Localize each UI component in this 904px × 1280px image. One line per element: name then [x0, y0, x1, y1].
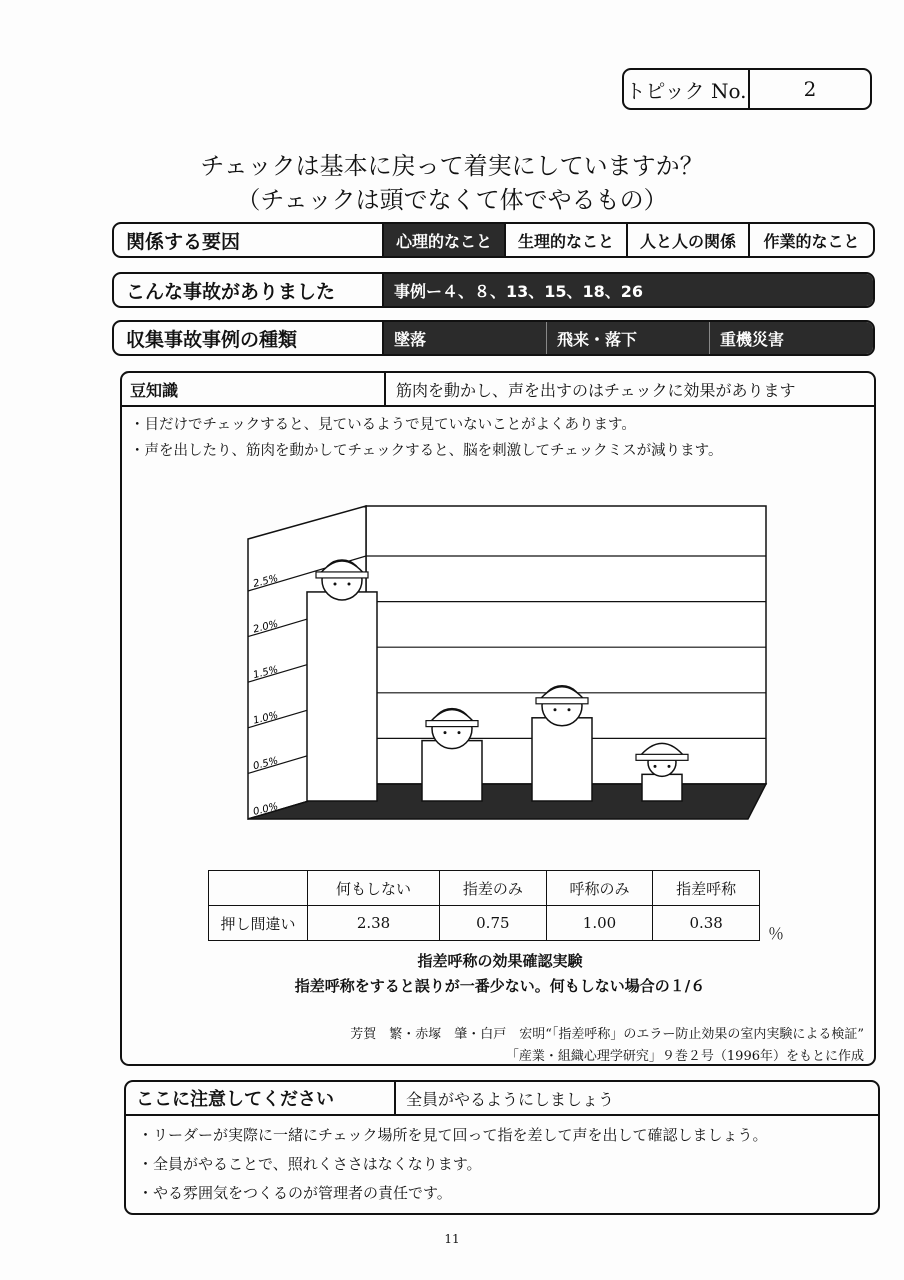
table-col-header: 指差呼称: [653, 871, 760, 906]
attention-bullet-2: ・全員がやることで、照れくささはなくなります。: [138, 1155, 482, 1173]
caption-experiment: 指差呼称の効果確認実験: [417, 952, 583, 970]
y-tick-label: 2.5%: [252, 573, 280, 590]
worker-figure-bar: [422, 709, 482, 801]
attention-bullet-1: ・リーダーが実際に一緒にチェック場所を見て回って指を差して声を出して確認しましょう。: [138, 1126, 768, 1144]
table-cell: 1.00: [546, 906, 653, 941]
trivia-headline: 筋肉を動かし、声を出すのはチェックに効果があります: [396, 380, 796, 400]
table-row-label: 押し間違い: [209, 906, 308, 941]
worker-figure-bar: [307, 560, 377, 801]
y-tick-label: 1.5%: [252, 664, 280, 682]
y-tick-label: 0.0%: [252, 801, 280, 818]
y-tick-label: 0.5%: [252, 755, 280, 773]
table-corner: [209, 871, 308, 906]
accident-cases: 事例ー４、８、13、15、18、26: [384, 274, 873, 306]
type-fall: 墜落: [384, 322, 547, 354]
caption-result: 指差呼称をすると誤りが一番少ない。何もしない場合の１/６: [294, 977, 706, 995]
table-cell: 0.75: [440, 906, 547, 941]
table-cell: 2.38: [308, 906, 440, 941]
attention-bullet-3: ・やる雰囲気をつくるのが管理者の責任です。: [138, 1184, 452, 1202]
trivia-bullet-2: ・声を出したり、筋肉を動かしてチェックすると、脳を刺激してチェックミスが減ります。: [130, 443, 723, 459]
trivia-box: [120, 371, 876, 1066]
factors-header: 関係する要因: [114, 224, 384, 256]
factor-psychological: 心理的なこと: [384, 224, 506, 256]
attention-headline: 全員がやるようにしましょう: [406, 1089, 615, 1109]
factor-interpersonal: 人と人の関係: [628, 224, 750, 256]
y-tick-label: 2.0%: [252, 618, 280, 636]
page-subtitle: （チェックは頭でなくて体でやるもの）: [236, 186, 668, 214]
factor-operational: 作業的なこと: [763, 231, 860, 251]
factors-row: [112, 222, 875, 258]
accidents-header: こんな事故がありました: [114, 274, 384, 306]
topic-label: トピック No.: [624, 70, 750, 108]
worker-figure-bar: [532, 686, 592, 801]
page-title: チェックは基本に戻って着実にしていますか？: [200, 152, 704, 180]
page-number: 11: [444, 1232, 460, 1246]
results-table: [208, 870, 760, 941]
factor-physiological: 生理的なこと: [506, 224, 628, 256]
table-cell: 0.38: [653, 906, 760, 941]
type-falling-object: 飛来・落下: [547, 322, 710, 354]
accidents-row: [112, 272, 875, 308]
citation-line-1: 芳賀 繁・赤塚 肇・白戸 宏明“「指差呼称」のエラー防止効果の室内実験による検証”: [350, 1027, 864, 1042]
table-col-header: 呼称のみ: [546, 871, 653, 906]
attention-box: [124, 1080, 880, 1215]
topic-number-box: [622, 68, 872, 110]
topic-number: 2: [803, 77, 817, 101]
trivia-header: 豆知識: [122, 373, 386, 405]
trivia-bullet-1: ・目だけでチェックすると、見ているようで見ていないことがよくあります。: [130, 417, 636, 433]
table-unit: ％: [768, 924, 785, 943]
types-header: 収集事故事例の種類: [114, 322, 384, 354]
table-col-header: 何もしない: [308, 871, 440, 906]
attention-header: ここに注意してください: [126, 1082, 396, 1114]
types-row: [112, 320, 875, 356]
type-heavy-machinery: 重機災害: [710, 322, 873, 354]
y-tick-label: 1.0%: [252, 709, 280, 727]
bar-chart-illustration: [242, 501, 782, 831]
table-col-header: 指差のみ: [440, 871, 547, 906]
citation-line-2: 「産業・組織心理学研究」９巻２号（1996年）をもとに作成: [505, 1049, 864, 1064]
